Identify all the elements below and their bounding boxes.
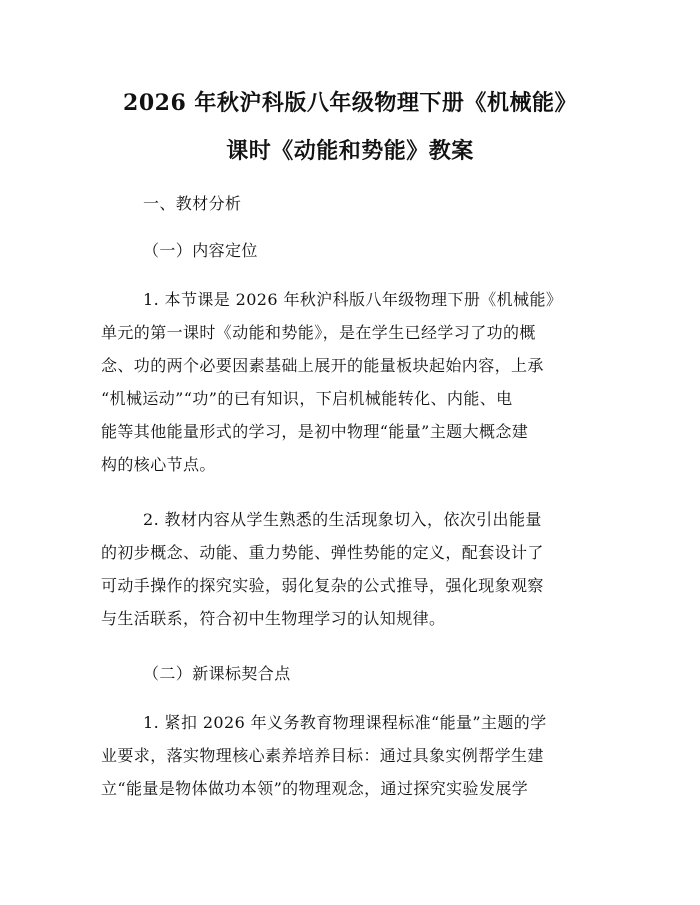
paragraph-line: “机械运动”“功”的已有知识，下启机械能转化、内能、电	[101, 389, 513, 408]
paragraph-line: 可动手操作的探究实验，弱化复杂的公式推导，强化现象观察	[101, 576, 544, 595]
paragraph-line: 2. 教材内容从学生熟悉的生活现象切入，依次引出能量	[143, 510, 542, 529]
subsection-heading: （一）内容定位	[143, 241, 258, 260]
document-title-line-2: 课时《动能和势能》教案	[226, 138, 474, 164]
paragraph-line: 构的核心节点。	[101, 455, 216, 474]
paragraph-line: 念、功的两个必要因素基础上展开的能量板块起始内容，上承	[101, 356, 544, 375]
paragraph-line: 的初步概念、动能、重力势能、弹性势能的定义，配套设计了	[101, 543, 544, 562]
paragraph-line: 与生活联系，符合初中生物理学习的认知规律。	[101, 609, 446, 628]
paragraph-line: 单元的第一课时《动能和势能》，是在学生已经学习了功的概	[101, 323, 536, 342]
section-heading: 一、教材分析	[143, 194, 242, 213]
subsection-heading: （二）新课标契合点	[143, 664, 291, 683]
paragraph-line: 1. 紧扣 2026 年义务教育物理课程标准“能量”主题的学	[143, 713, 547, 732]
paragraph-line: 能等其他能量形式的学习，是初中物理“能量”主题大概念建	[101, 422, 529, 441]
paragraph-line: 业要求，落实物理核心素养培养目标：通过具象实例帮学生建	[101, 746, 544, 765]
document-title-line-1: 2026 年秋沪科版八年级物理下册《机械能》	[123, 90, 577, 116]
paragraph-line: 立“能量是物体做功本领”的物理观念，通过探究实验发展学	[101, 779, 529, 798]
paragraph-line: 1. 本节课是 2026 年秋沪科版八年级物理下册《机械能》	[143, 290, 563, 309]
